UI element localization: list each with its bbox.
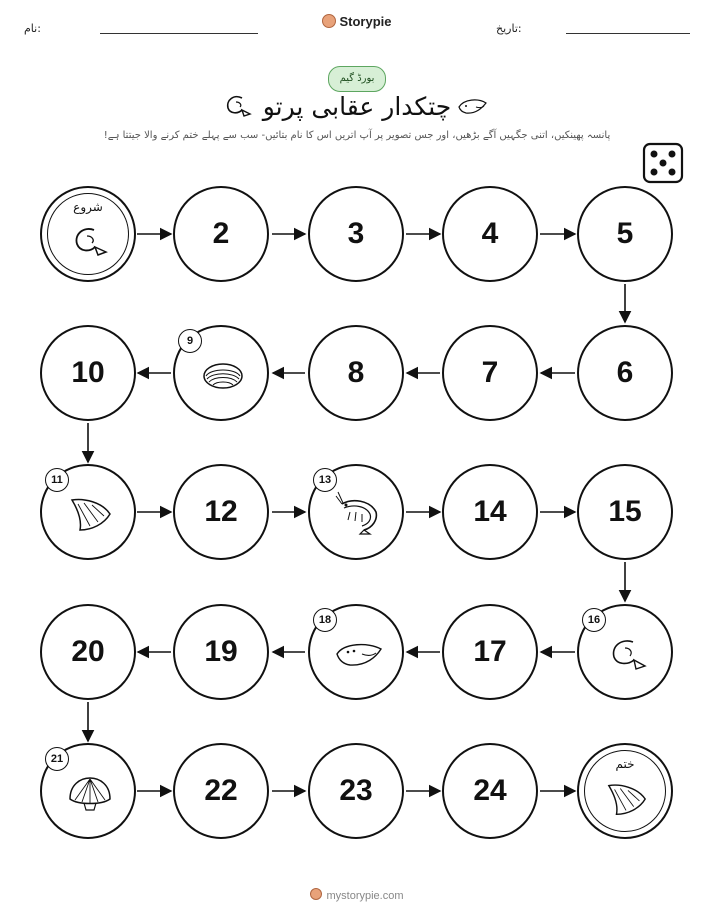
space-number: 15 [608, 495, 642, 528]
space-number: 4 [481, 217, 499, 250]
game-type-badge: بورڈ گیم [328, 66, 386, 92]
board-space-4 [442, 186, 538, 282]
name-label: نام: [24, 22, 41, 35]
stingray-tail-icon [607, 636, 649, 676]
footer-website [0, 888, 714, 902]
board-space-3 [308, 186, 404, 282]
space-tag-11: 11 [45, 468, 69, 492]
board-space-10 [40, 325, 136, 421]
space-tag-9: 9 [178, 329, 202, 353]
clam-icon [201, 359, 245, 391]
board-space-8 [308, 325, 404, 421]
instructions-text: پانسہ پھینکیں، اتنی جگہیں آگے بڑھیں، اور جس تصویر پر آپ اتریں اس کا نام بتائیں- سب سے پہلے ختم کرنے والا جیتتا ہے! [103, 130, 611, 141]
space-number: 7 [481, 356, 499, 389]
board-space-15 [577, 464, 673, 560]
start-label: شروع [73, 200, 103, 214]
board-space-17 [442, 604, 538, 700]
board-space-20 [40, 604, 136, 700]
board-space-12 [173, 464, 269, 560]
board-space-end [577, 743, 673, 839]
space-number: 22 [204, 774, 238, 807]
space-tag-18: 18 [313, 608, 337, 632]
board-space-24 [442, 743, 538, 839]
board-space-7 [442, 325, 538, 421]
space-tag-13: 13 [313, 468, 337, 492]
space-number: 6 [616, 356, 634, 389]
board-space-22 [173, 743, 269, 839]
board-space-23 [308, 743, 404, 839]
scallop-shell-icon [66, 775, 114, 813]
space-number: 10 [71, 356, 105, 389]
space-number: 14 [473, 495, 507, 528]
board-space-2 [173, 186, 269, 282]
space-number: 24 [473, 774, 507, 807]
shrimp-icon [334, 490, 384, 536]
board-space-14 [442, 464, 538, 560]
space-number: 3 [347, 217, 365, 250]
board-space-19 [173, 604, 269, 700]
board-space-5 [577, 186, 673, 282]
space-number: 12 [204, 495, 238, 528]
space-tag-21: 21 [45, 747, 69, 771]
space-number: 19 [204, 635, 238, 668]
page-title: چتکدار عقابی پرتو [262, 92, 452, 121]
brand-name: Storypie [339, 14, 392, 29]
stingray-tail-icon [70, 224, 110, 262]
board-space-6 [577, 325, 673, 421]
end-label: ختم [615, 757, 635, 771]
footer-url: mystorypie.com [326, 890, 404, 902]
space-number: 17 [473, 635, 507, 668]
storypie-logo-icon [310, 888, 322, 900]
fin-icon [68, 494, 114, 534]
space-number: 23 [339, 774, 373, 807]
board-space-start [40, 186, 136, 282]
date-label: تاریخ: [496, 22, 522, 35]
space-tag-16: 16 [582, 608, 606, 632]
space-number: 20 [71, 635, 105, 668]
space-number: 8 [347, 356, 365, 389]
space-number: 5 [616, 217, 634, 250]
ray-icon [334, 640, 384, 670]
space-number: 2 [212, 217, 230, 250]
fin-icon [605, 779, 649, 819]
